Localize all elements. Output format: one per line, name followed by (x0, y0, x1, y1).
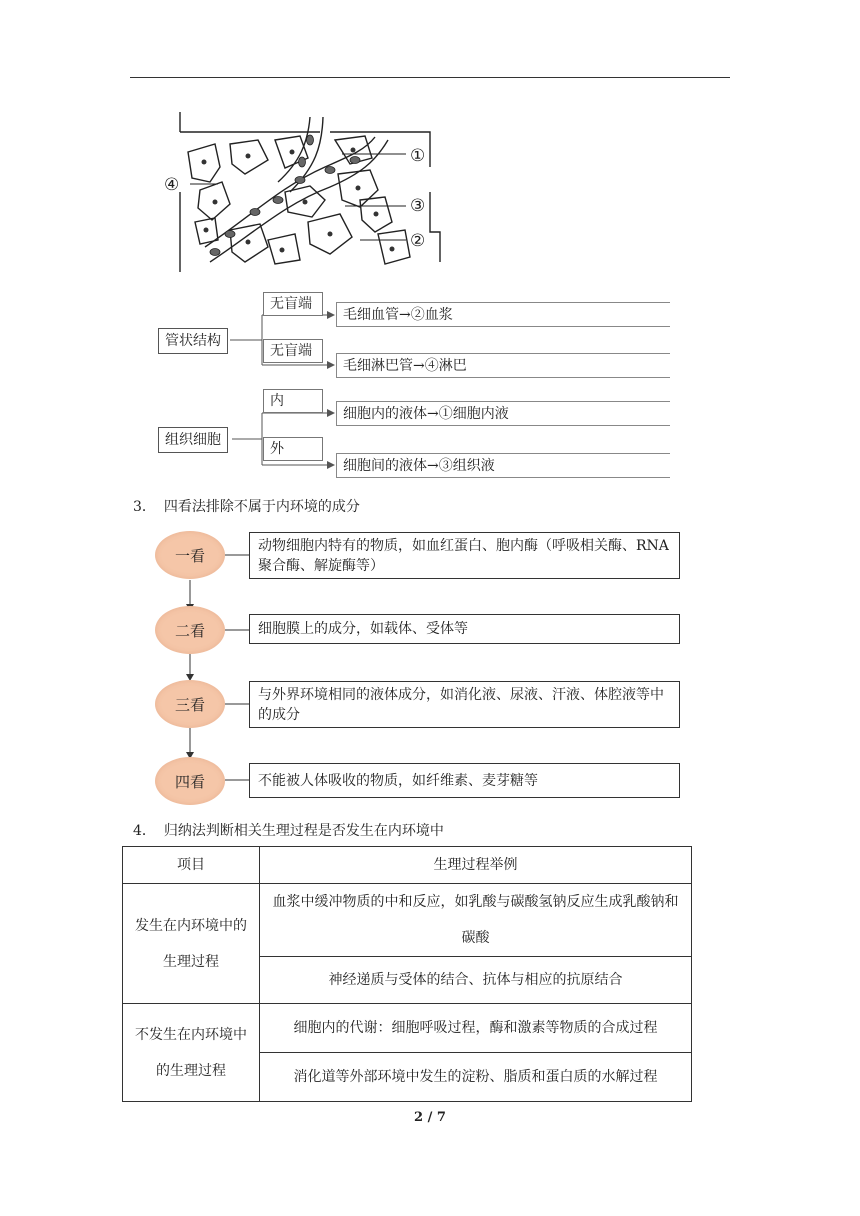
group-1-row-2: 神经递质与受体的结合、抗体与相应的抗原结合 (260, 957, 692, 1004)
section-4-number: 4． (133, 823, 156, 839)
page-number: 2 / 7 (414, 1110, 446, 1125)
step-4-ellipse: 四看 (155, 757, 225, 805)
tube-branch-1: 无盲端 (263, 292, 323, 316)
cell-branch-2: 外 (263, 437, 323, 461)
header-item: 项目 (123, 847, 260, 884)
process-table (122, 846, 692, 1102)
cell-result-2: 细胞间的液体→③组织液 (336, 453, 670, 478)
step-1-box: 动物细胞内特有的物质，如血红蛋白、胞内酶（呼吸相关酶、RNA聚合酶、解旋酶等） (249, 532, 680, 579)
table-row (123, 884, 692, 957)
label-circle-1: ① (410, 146, 426, 166)
section-3-number: 3． (133, 499, 156, 515)
section-3-title: 四看法排除不属于内环境的成分 (163, 499, 360, 515)
table-row (123, 1004, 692, 1053)
step-4-box: 不能被人体吸收的物质，如纤维素、麦芽糖等 (249, 763, 680, 798)
group-2-row-2: 消化道等外部环境中发生的淀粉、脂质和蛋白质的水解过程 (260, 1053, 692, 1102)
header-examples: 生理过程举例 (260, 847, 692, 884)
tube-root-box: 管状结构 (158, 328, 228, 354)
cell-branch-1: 内 (263, 389, 323, 413)
tube-result-1: 毛细血管→②血浆 (336, 302, 670, 327)
label-circle-4: ④ (164, 175, 180, 195)
cell-result-1: 细胞内的液体→①细胞内液 (336, 401, 670, 426)
table-header-row (123, 847, 692, 884)
group-2-label: 不发生在内环境中的生理过程 (123, 1004, 260, 1102)
group-2-row-1: 细胞内的代谢：细胞呼吸过程，酶和激素等物质的合成过程 (260, 1004, 692, 1053)
step-1-ellipse: 一看 (155, 531, 225, 579)
section-4-heading (133, 820, 444, 840)
label-circle-3: ③ (410, 196, 426, 216)
step-3-box: 与外界环境相同的液体成分，如消化液、尿液、汗液、体腔液等中的成分 (249, 681, 680, 728)
step-3-ellipse: 三看 (155, 680, 225, 728)
cell-root-box: 组织细胞 (158, 427, 228, 453)
tube-branch-2: 无盲端 (263, 339, 323, 363)
step-2-ellipse: 二看 (155, 606, 225, 654)
section-4-title: 归纳法判断相关生理过程是否发生在内环境中 (163, 823, 444, 839)
label-circle-2: ② (410, 231, 426, 251)
step-2-box: 细胞膜上的成分，如载体、受体等 (249, 614, 680, 644)
tube-result-2: 毛细淋巴管→④淋巴 (336, 353, 670, 378)
group-1-label: 发生在内环境中的生理过程 (123, 884, 260, 1004)
group-1-row-1: 血浆中缓冲物质的中和反应，如乳酸与碳酸氢钠反应生成乳酸钠和碳酸 (260, 884, 692, 957)
